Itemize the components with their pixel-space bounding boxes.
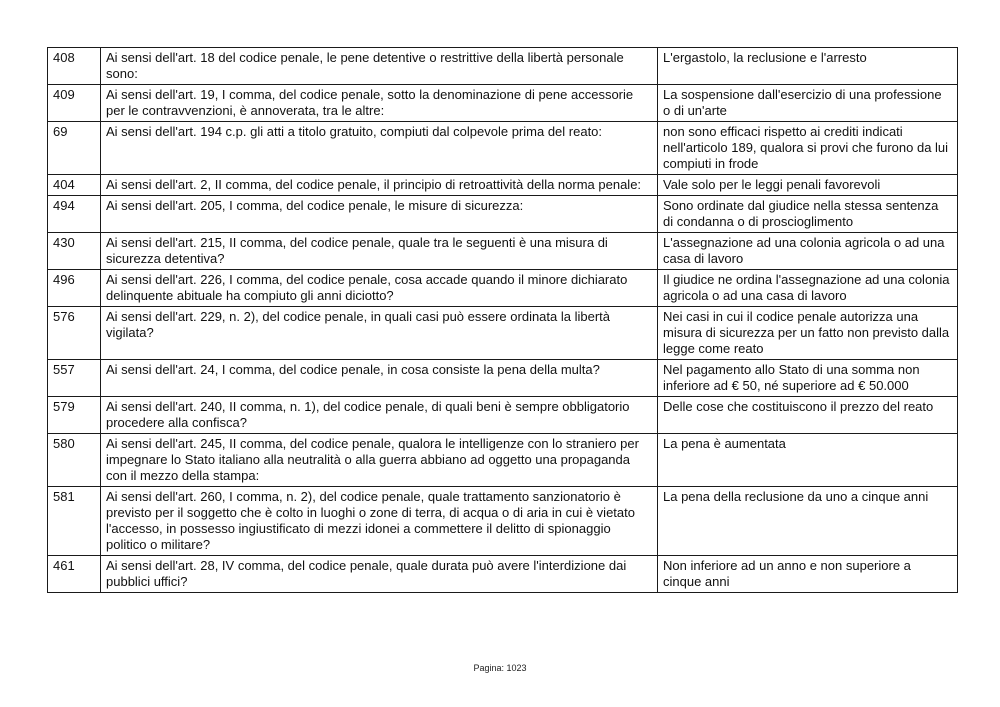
answer-text: Nel pagamento allo Stato di una somma non inferiore ad € 50, né superiore ad € 50.000 [658,360,958,397]
table-row [48,270,958,307]
answer-text: Nei casi in cui il codice penale autorizza una misura di sicurezza per un fatto non previsto dalla legge come reato [658,307,958,360]
question-number: 579 [48,397,101,434]
question-number: 404 [48,175,101,196]
question-number: 580 [48,434,101,487]
question-number: 409 [48,85,101,122]
table-row [48,233,958,270]
question-text: Ai sensi dell'art. 18 del codice penale, le pene detentive o restrittive della libertà personale sono: [101,48,658,85]
answer-text: non sono efficaci rispetto ai crediti indicati nell'articolo 189, qualora si provi che furono da lui compiuti in frode [658,122,958,175]
page-number: Pagina: 1023 [473,663,527,673]
table-row [48,434,958,487]
quiz-table-body [48,48,958,593]
answer-text: La pena della reclusione da uno a cinque anni [658,487,958,556]
question-text: Ai sensi dell'art. 245, II comma, del codice penale, qualora le intelligenze con lo straniero per impegnare lo Stato italiano alla neutralità o alla guerra abbiano ad oggetto una propaganda con il mezzo della stampa: [101,434,658,487]
question-number: 408 [48,48,101,85]
question-number: 581 [48,487,101,556]
question-number: 496 [48,270,101,307]
table-row [48,307,958,360]
table-row [48,487,958,556]
table-row [48,196,958,233]
table-row [48,360,958,397]
table-row [48,556,958,593]
question-text: Ai sensi dell'art. 226, I comma, del codice penale, cosa accade quando il minore dichiarato delinquente abituale ha compiuto gli anni diciotto? [101,270,658,307]
question-text: Ai sensi dell'art. 205, I comma, del codice penale, le misure di sicurezza: [101,196,658,233]
answer-text: Non inferiore ad un anno e non superiore a cinque anni [658,556,958,593]
question-text: Ai sensi dell'art. 19, I comma, del codice penale, sotto la denominazione di pene accessorie per le contravvenzioni, è annoverata, tra le altre: [101,85,658,122]
table-row [48,397,958,434]
table-row [48,175,958,196]
answer-text: Delle cose che costituiscono il prezzo del reato [658,397,958,434]
question-number: 69 [48,122,101,175]
answer-text: La sospensione dall'esercizio di una professione o di un'arte [658,85,958,122]
answer-text: La pena è aumentata [658,434,958,487]
quiz-table [47,47,958,593]
question-text: Ai sensi dell'art. 240, II comma, n. 1), del codice penale, di quali beni è sempre obbligatorio procedere alla confisca? [101,397,658,434]
answer-text: L'assegnazione ad una colonia agricola o ad una casa di lavoro [658,233,958,270]
question-text: Ai sensi dell'art. 260, I comma, n. 2), del codice penale, quale trattamento sanzionatorio è previsto per il soggetto che è colto in luoghi o zone di terra, di acqua o di aria in cui è vietato l'accesso, in possesso ingiustificato di mezzi idonei a commettere il delitto di spionaggio politico o militare? [101,487,658,556]
table-row [48,122,958,175]
question-text: Ai sensi dell'art. 28, IV comma, del codice penale, quale durata può avere l'interdizione dai pubblici uffici? [101,556,658,593]
answer-text: Il giudice ne ordina l'assegnazione ad una colonia agricola o ad una casa di lavoro [658,270,958,307]
question-text: Ai sensi dell'art. 24, I comma, del codice penale, in cosa consiste la pena della multa? [101,360,658,397]
answer-text: Sono ordinate dal giudice nella stessa sentenza di condanna o di proscioglimento [658,196,958,233]
question-number: 461 [48,556,101,593]
question-text: Ai sensi dell'art. 194 c.p. gli atti a titolo gratuito, compiuti dal colpevole prima del reato: [101,122,658,175]
question-number: 557 [48,360,101,397]
question-number: 576 [48,307,101,360]
question-text: Ai sensi dell'art. 229, n. 2), del codice penale, in quali casi può essere ordinata la libertà vigilata? [101,307,658,360]
quiz-table-container [47,47,957,593]
table-row [48,48,958,85]
table-row [48,85,958,122]
question-number: 430 [48,233,101,270]
question-text: Ai sensi dell'art. 2, II comma, del codice penale, il principio di retroattività della norma penale: [101,175,658,196]
question-text: Ai sensi dell'art. 215, II comma, del codice penale, quale tra le seguenti è una misura di sicurezza detentiva? [101,233,658,270]
answer-text: L'ergastolo, la reclusione e l'arresto [658,48,958,85]
question-number: 494 [48,196,101,233]
answer-text: Vale solo per le leggi penali favorevoli [658,175,958,196]
